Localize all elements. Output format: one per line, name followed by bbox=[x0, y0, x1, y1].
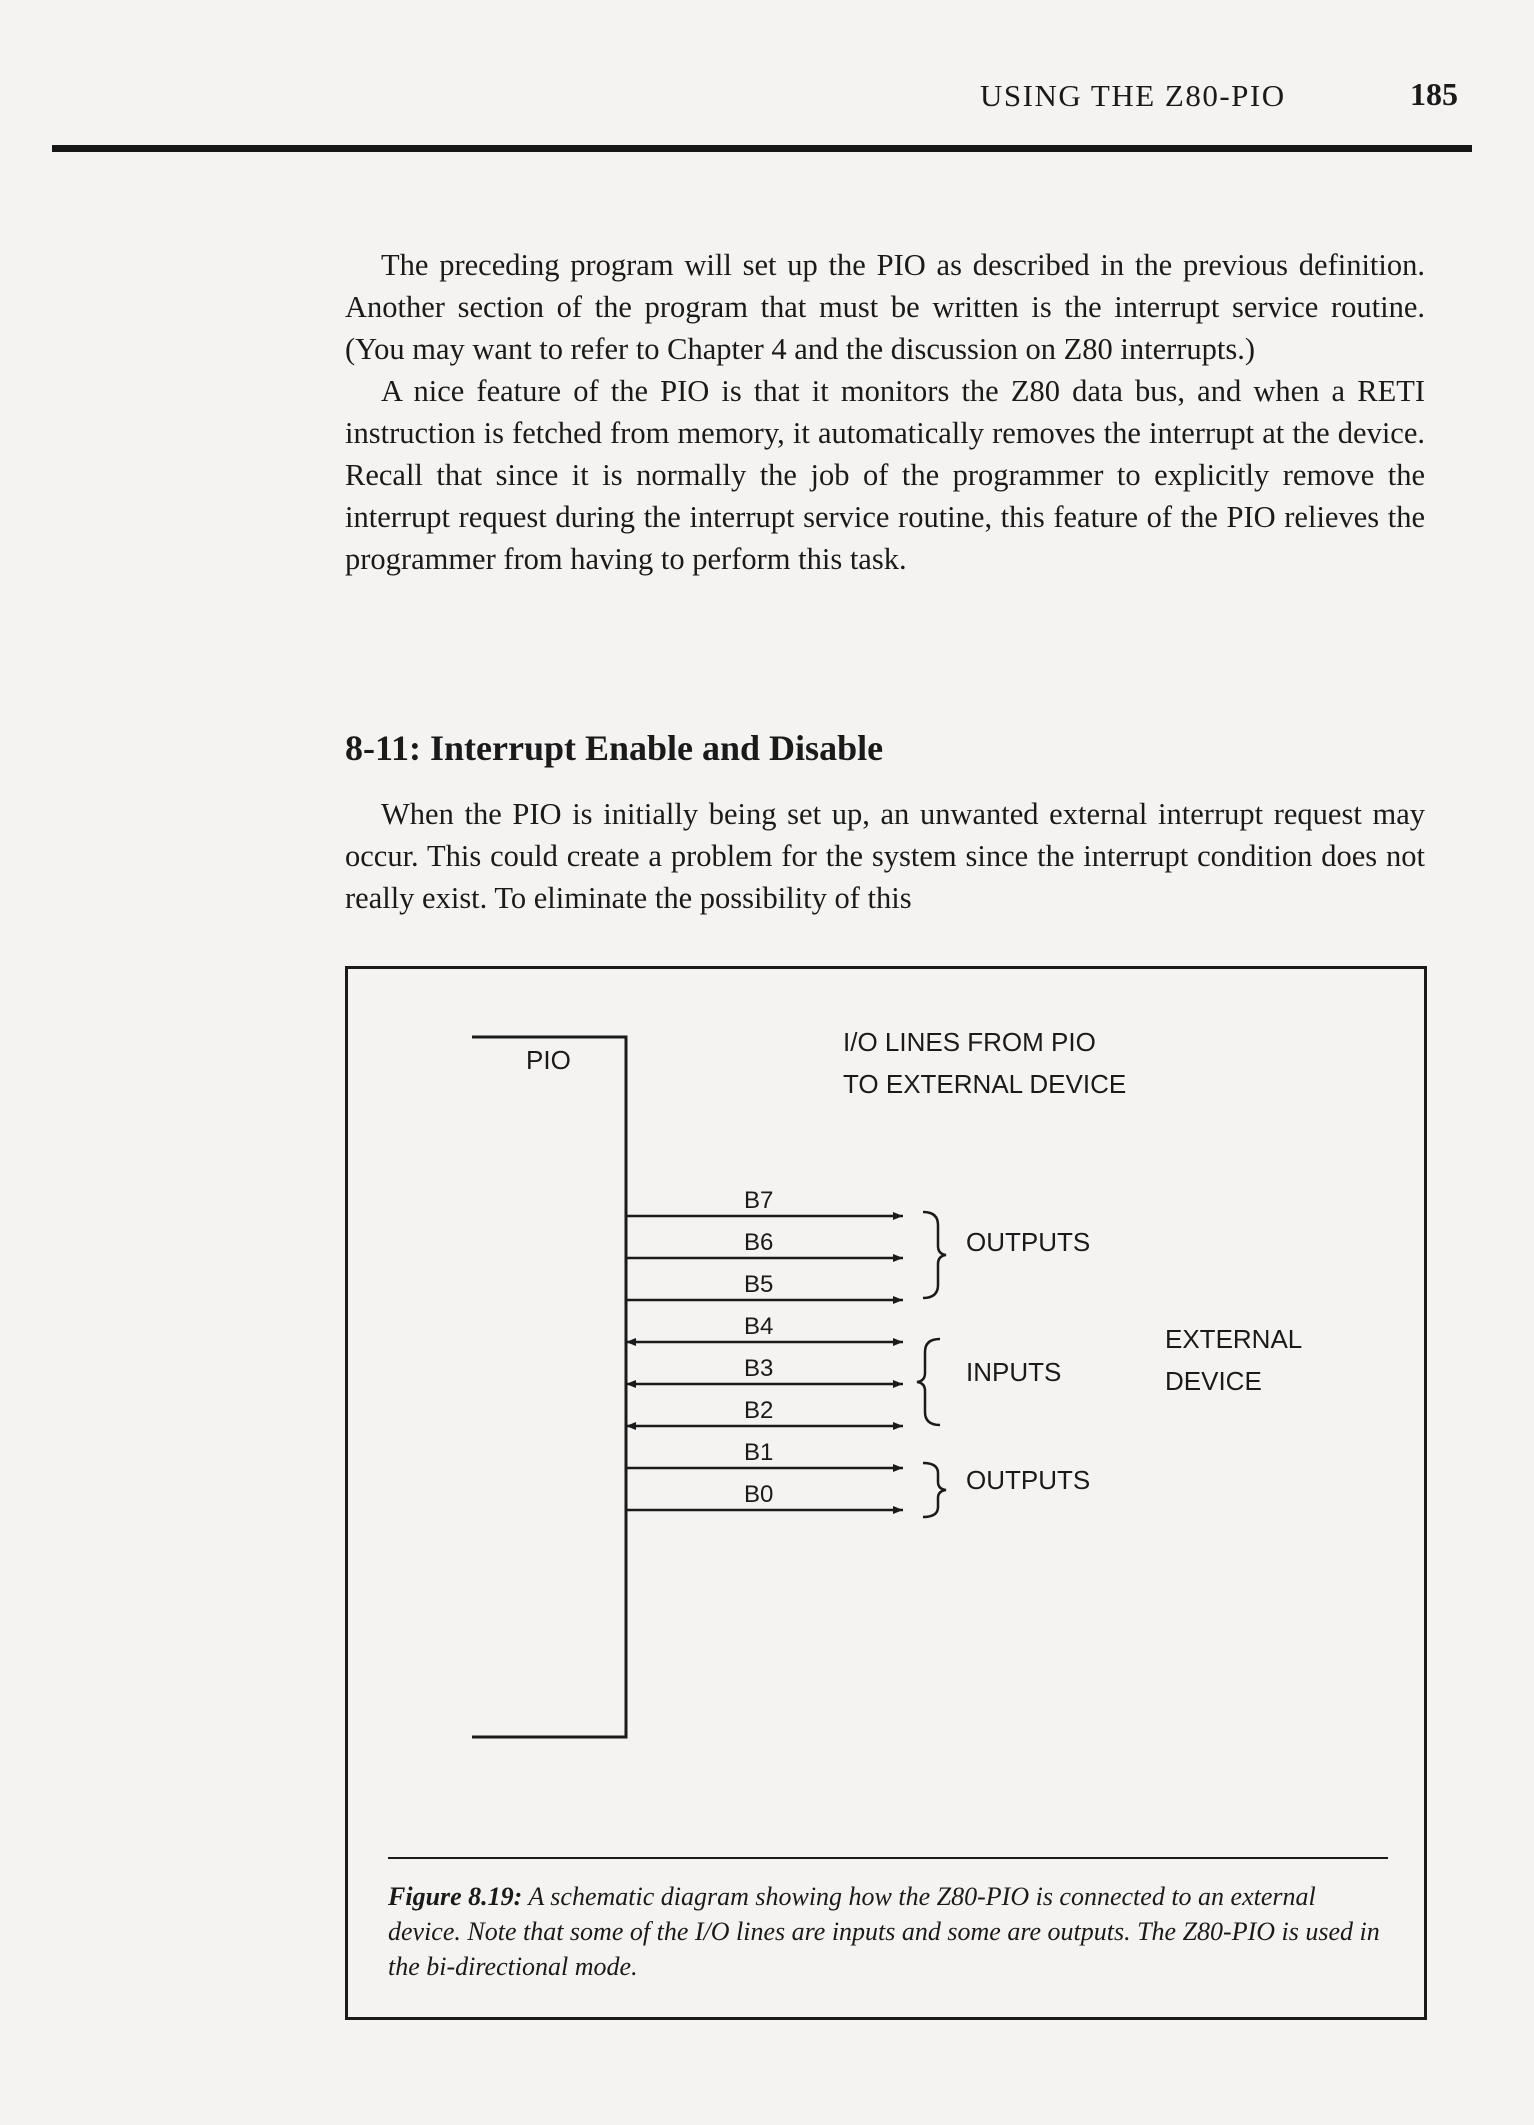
io-line-label: B4 bbox=[744, 1313, 774, 1340]
figure-caption bbox=[388, 1879, 1393, 1984]
section-heading: 8-11: Interrupt Enable and Disable bbox=[345, 728, 884, 768]
paragraph: When the PIO is initially being set up, an unwanted external interrupt request may occur. This could create a problem for the system since the interrupt condition does not really exist. To eliminate the possibility of this bbox=[345, 797, 1425, 915]
paragraph: A nice feature of the PIO is that it monitors the Z80 data bus, and when a RETI instruction is fetched from memory, it automatically removes the interrupt at the device. Recall that since it is normally the job of the programmer to explicitly remove the interrupt request during the interrupt service routine, this feature of the PIO relieves the programmer from having to perform this task. bbox=[345, 374, 1425, 576]
io-line-label: B3 bbox=[744, 1355, 774, 1382]
page-number: 185 bbox=[1410, 76, 1458, 112]
inputs-label: INPUTS bbox=[966, 1357, 1062, 1387]
io-line-label: B6 bbox=[744, 1229, 774, 1256]
io-lines-title-line2: TO EXTERNAL DEVICE bbox=[843, 1069, 1127, 1099]
external-device-label-line2: DEVICE bbox=[1165, 1366, 1262, 1396]
io-lines-group bbox=[626, 1187, 903, 1510]
io-line-label: B0 bbox=[744, 1481, 774, 1508]
io-line-label: B7 bbox=[744, 1187, 774, 1214]
paragraph: The preceding program will set up the PIO as described in the previous definition. Another section of the program that must be written is the interrupt service routine. (You may want to refer to Chapter 4 and the discussion on Z80 interrupts.) bbox=[345, 248, 1425, 366]
pio-label: PIO bbox=[526, 1045, 571, 1075]
pio-block bbox=[472, 1037, 626, 1737]
inputs-brace bbox=[917, 1339, 940, 1425]
running-head-title: USING THE Z80-PIO bbox=[980, 78, 1286, 113]
external-device-label-line1: EXTERNAL bbox=[1165, 1324, 1303, 1354]
header-rule bbox=[52, 145, 1472, 152]
outputs-top-brace bbox=[923, 1212, 946, 1298]
figure-label: Figure 8.19: bbox=[388, 1882, 523, 1911]
section-text bbox=[345, 793, 1425, 919]
pio-schematic-diagram bbox=[348, 969, 1424, 1849]
outputs-bottom-label: OUTPUTS bbox=[966, 1465, 1091, 1495]
caption-rule bbox=[388, 1857, 1388, 1859]
figure-box bbox=[345, 966, 1427, 2020]
io-lines-title-line1: I/O LINES FROM PIO bbox=[843, 1027, 1096, 1057]
outputs-bottom-brace bbox=[923, 1463, 946, 1517]
io-line-label: B1 bbox=[744, 1439, 774, 1466]
io-line-label: B5 bbox=[744, 1271, 774, 1298]
io-line-label: B2 bbox=[744, 1397, 774, 1424]
outputs-top-label: OUTPUTS bbox=[966, 1227, 1091, 1257]
figure-caption-text: A schematic diagram showing how the Z80-PIO is connected to an external device. Note that some of the I/O lines are inputs and some are outputs. The Z80-PIO is used in the bi-directional mode. bbox=[388, 1882, 1380, 1981]
intro-text bbox=[345, 244, 1425, 580]
